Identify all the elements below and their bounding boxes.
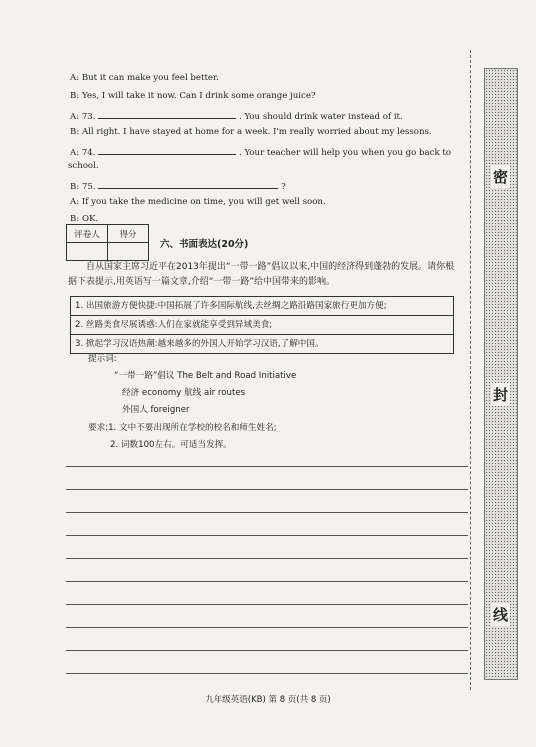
seal-strip bbox=[484, 68, 518, 680]
dialogue-line-2: B: Yes, I will take it now. Can I drink some orange juice? bbox=[70, 91, 316, 101]
seal-char-mi: 密 bbox=[491, 165, 510, 188]
dialogue-line-3 bbox=[70, 109, 403, 123]
writing-line[interactable] bbox=[66, 581, 468, 582]
hints-label: 提示词: bbox=[88, 354, 117, 364]
answer-blank-74[interactable] bbox=[98, 145, 236, 155]
section-title: 六、书面表达(20分) bbox=[160, 239, 249, 250]
writing-line[interactable] bbox=[66, 512, 468, 513]
dialogue-line-4: B: All right. I have stayed at home for a week. I'm really worried about my lessons. bbox=[70, 127, 432, 137]
hint-item-3: 外国人 foreigner bbox=[122, 405, 190, 415]
score-table bbox=[66, 224, 149, 261]
requirements-line-2: 2. 词数100左右。可适当发挥。 bbox=[110, 440, 232, 450]
seal-char-xian: 线 bbox=[491, 603, 510, 626]
writing-line[interactable] bbox=[66, 558, 468, 559]
writing-line[interactable] bbox=[66, 466, 468, 467]
score-header: 得分 bbox=[108, 225, 149, 243]
hint-item-1: “一带一路”倡议 The Belt and Road Initiative bbox=[114, 371, 297, 381]
grader-header: 评卷人 bbox=[67, 225, 108, 243]
answer-blank-73[interactable] bbox=[98, 109, 236, 119]
dialogue-line-1: A: But it can make you feel better. bbox=[70, 73, 219, 83]
question-74-number: A: 74. bbox=[70, 148, 96, 158]
hint-item-2: 经济 economy 航线 air routes bbox=[122, 388, 246, 398]
grader-cell[interactable] bbox=[67, 243, 108, 261]
question-74-text: . Your teacher will help you when you go back to bbox=[238, 148, 452, 158]
seal-char-feng: 封 bbox=[491, 383, 510, 406]
dialogue-line-9: B: OK. bbox=[70, 214, 99, 224]
seal-dashed-line bbox=[470, 50, 471, 690]
dialogue-line-5 bbox=[70, 145, 451, 159]
dialogue-line-7 bbox=[70, 179, 286, 193]
page-footer: 九年级英语(KB) 第 8 页(共 8 页) bbox=[205, 695, 331, 705]
question-73-text: . You should drink water instead of it. bbox=[238, 112, 403, 122]
writing-line[interactable] bbox=[66, 627, 468, 628]
question-75-text: ? bbox=[281, 182, 286, 192]
point-3: 3. 掀起学习汉语热潮:越来越多的外国人开始学习汉语,了解中国。 bbox=[75, 339, 324, 349]
point-2: 2. 丝路美食尽展诱惑:人们在家就能享受到异域美食; bbox=[71, 316, 453, 335]
writing-line[interactable] bbox=[66, 604, 468, 605]
question-73-number: A: 73. bbox=[70, 112, 96, 122]
writing-line[interactable] bbox=[66, 650, 468, 651]
points-box bbox=[70, 296, 454, 354]
point-1: 1. 出国旅游方便快捷:中国拓展了许多国际航线,去丝绸之路沿路国家旅行更加方便; bbox=[71, 297, 453, 316]
question-75-number: B: 75. bbox=[70, 182, 96, 192]
writing-prompt: 自从国家主席习近平在2013年提出“一带一路”倡议以来,中国的经济得到蓬勃的发展。请你根据下表提示,用英语写一篇文章,介绍“一带一路”给中国带来的影响。 bbox=[68, 262, 455, 287]
dialogue-line-6: school. bbox=[68, 161, 99, 171]
writing-line[interactable] bbox=[66, 535, 468, 536]
writing-line[interactable] bbox=[66, 673, 468, 674]
answer-blank-75[interactable] bbox=[98, 179, 278, 189]
writing-line[interactable] bbox=[66, 489, 468, 490]
requirements-line-1: 要求:1. 文中不要出现所在学校的校名和师生姓名; bbox=[88, 423, 277, 433]
score-cell[interactable] bbox=[108, 243, 149, 261]
dialogue-line-8: A: If you take the medicine on time, you will get well soon. bbox=[70, 197, 326, 207]
